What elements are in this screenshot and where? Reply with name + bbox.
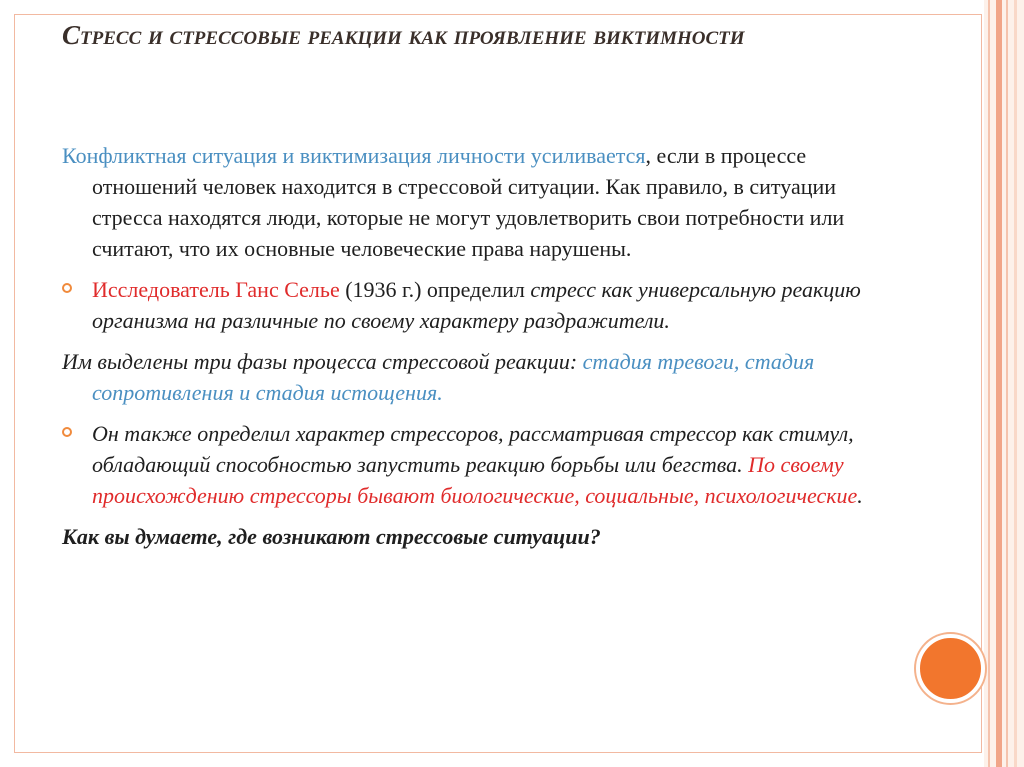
paragraph-4-tail: . xyxy=(857,483,863,508)
stripe-4 xyxy=(1014,0,1017,767)
bullet-icon xyxy=(62,427,72,437)
decorative-circle-icon xyxy=(916,634,985,703)
paragraph-1-lead: Конфликтная ситуация и виктимизация личности усиливается xyxy=(62,143,646,168)
paragraph-1 xyxy=(62,140,912,264)
paragraph-3-tail: . xyxy=(437,380,443,405)
bullet-paragraph-2 xyxy=(62,274,912,336)
stripe-3 xyxy=(1006,0,1008,767)
slide-title: Стресс и стрессовые реакции как проявление виктимности xyxy=(62,20,745,50)
paragraph-3-phases: стадия тревоги, стадия сопротивления и стадия истощения xyxy=(92,349,815,405)
question-paragraph: Как вы думаете, где возникают стрессовые ситуации? xyxy=(62,524,601,549)
paragraph-2-middle: (1936 г.) определил xyxy=(339,277,531,302)
paragraph-2-lead: Исследователь Ганс Селье xyxy=(92,277,340,302)
decorative-stripes xyxy=(984,0,1024,767)
paragraph-4-red: По своему происхождению стрессоры бывают биологические, социальные, психологические xyxy=(92,452,858,508)
stripe-2 xyxy=(996,0,1002,767)
paragraph-2-italic: стресс как универсальную реакцию организма на различные по своему характеру раздражители. xyxy=(92,277,861,333)
paragraph-3 xyxy=(62,346,912,408)
stripe-1 xyxy=(988,0,990,767)
slide-content xyxy=(62,140,912,552)
bullet-icon xyxy=(62,283,72,293)
paragraph-1-rest: , если в процессе отношений человек находится в стрессовой ситуации. Как правило, в ситуации стресса находятся люди, которые не могут удовлетворить свои потребности или считают, что их основные человеческие права нарушены. xyxy=(92,143,845,261)
paragraph-3-lead: Им выделены три фазы процесса стрессовой реакции: xyxy=(62,349,583,374)
paragraph-4-text: Он также определил характер стрессоров, рассматривая стрессор как стимул, обладающий способностью запустить реакцию борьбы или бегства. xyxy=(92,421,854,477)
bullet-paragraph-4 xyxy=(62,418,912,511)
